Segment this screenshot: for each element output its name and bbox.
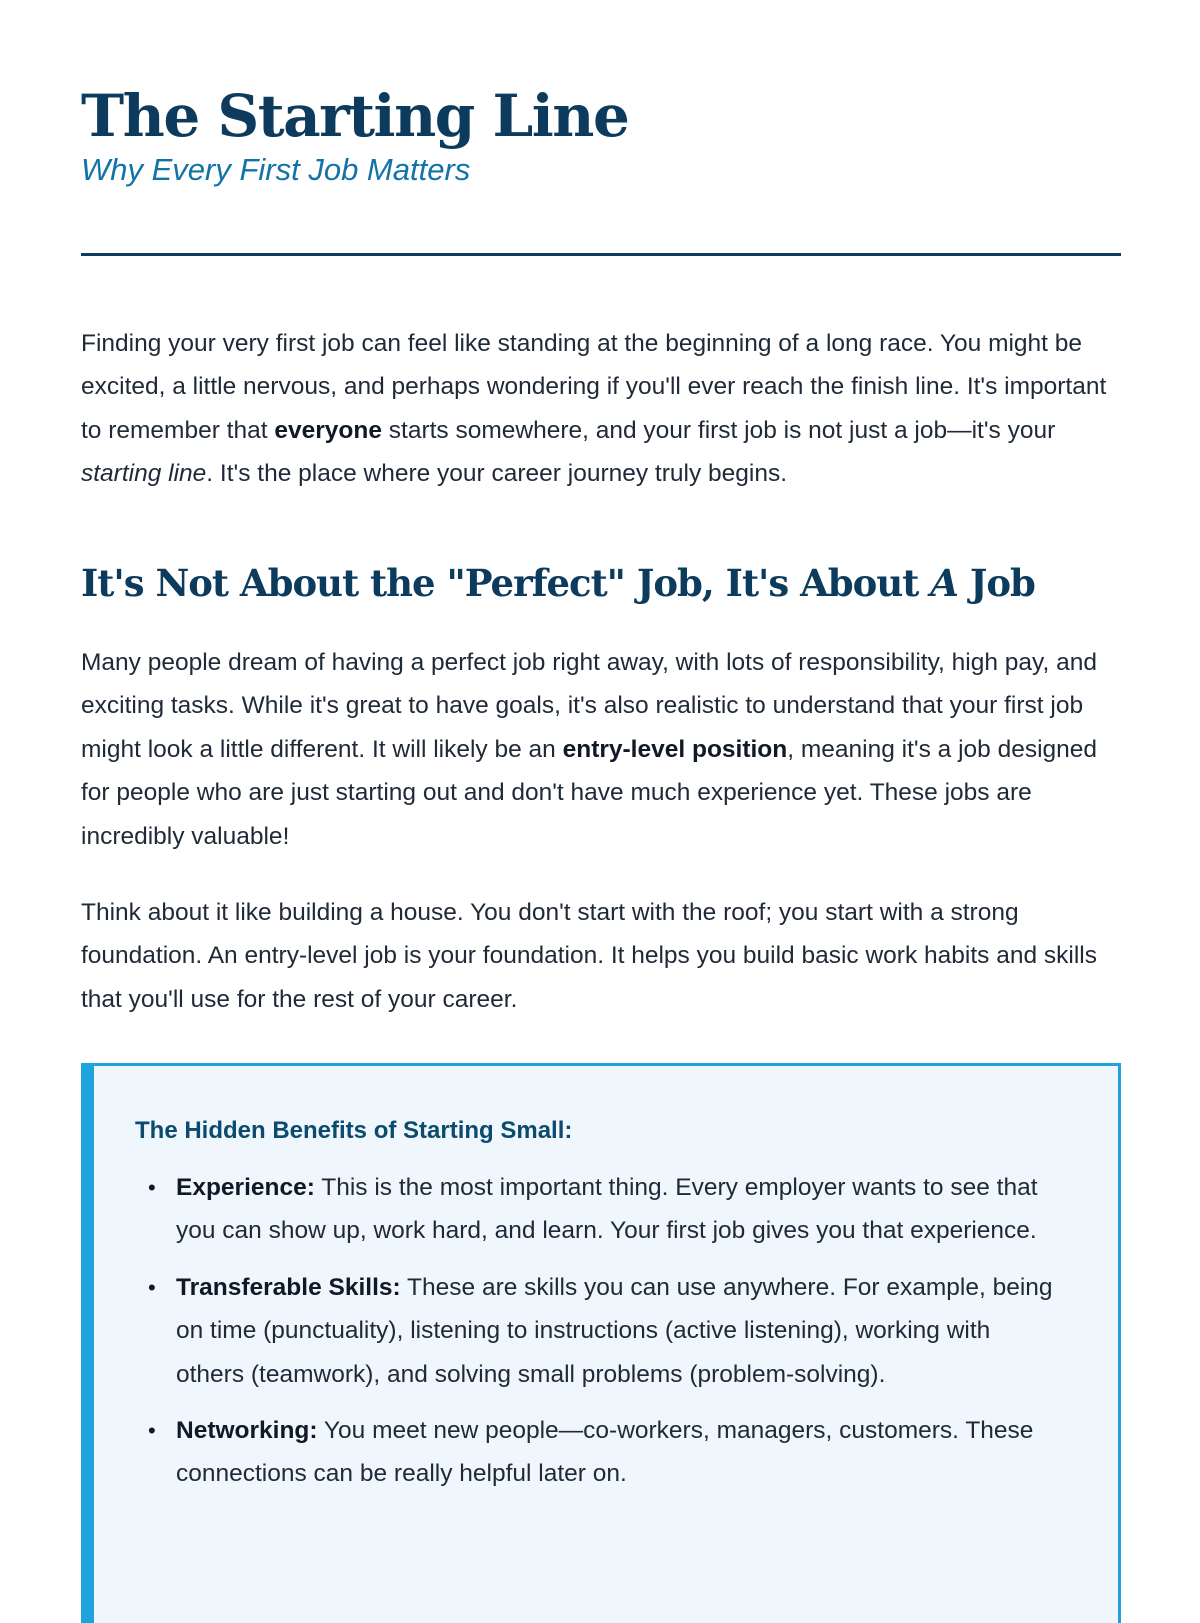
section-paragraph-1-bold: entry-level position — [562, 735, 788, 763]
page-title: The Starting Line — [81, 82, 629, 150]
benefits-callout — [81, 1063, 1121, 1623]
intro-text-3: . It's the place where your career journey truly begins. — [206, 460, 788, 488]
bullet-icon: • — [148, 1175, 156, 1200]
bullet-icon: • — [148, 1274, 156, 1300]
benefit-label: Experience: — [176, 1174, 315, 1201]
section-paragraph-1 — [81, 641, 1121, 858]
section-paragraph-2: Think about it like building a house. You don't start with the roof; you start with a strong foundation. An entry-level job is your foundation. It helps you build basic work habits and skills that you'll use for the rest of your career. — [81, 899, 1097, 1013]
benefit-text: These are skills you can use anywhere. For example, being on time (punctuality), listening to instructions (active listening), working with others (teamwork), and solving small problems (problem-solving). — [176, 1273, 1053, 1388]
page-subtitle: Why Every First Job Matters — [81, 152, 471, 187]
intro-italic-starting-line: starting line — [81, 460, 207, 488]
callout-title: The Hidden Benefits of Starting Small: — [135, 1117, 573, 1144]
section-heading — [81, 558, 1035, 608]
header-divider — [81, 253, 1121, 256]
intro-paragraph — [81, 322, 1121, 496]
benefit-text: You meet new people—co-workers, managers, customers. These connections can be really helpful later on. — [176, 1417, 1034, 1488]
section-heading-italic: A — [930, 561, 958, 605]
benefits-list — [135, 1166, 1055, 1509]
intro-bold-everyone: everyone — [274, 416, 382, 444]
section-heading-end: Job — [957, 561, 1035, 605]
list-item — [135, 1266, 1055, 1396]
list-item — [135, 1166, 1055, 1253]
bullet-icon: • — [148, 1418, 156, 1444]
intro-text-2: starts somewhere, and your first job is not just a job—it's your — [381, 416, 1056, 444]
benefit-label: Networking: — [176, 1417, 318, 1445]
list-item — [135, 1409, 1055, 1496]
intro-text-1: Finding your very first job can feel like standing at the beginning of a long race. You might be excited, a little nervous, and perhaps wondering if you'll ever reach the finish line. It's important to remember that — [81, 330, 1107, 444]
benefit-label: Transferable Skills: — [176, 1273, 401, 1301]
section-paragraph-1-text-2: , meaning it's a job designed for people who are just starting out and don't have much experience yet. These jobs are incredibly valuable! — [81, 735, 1098, 850]
section-heading-main: It's Not About the "Perfect" Job, It's About — [81, 561, 931, 605]
benefit-text: This is the most important thing. Every employer wants to see that you can show up, work hard, and learn. Your first job gives you that experience. — [176, 1174, 1038, 1245]
section-paragraph-1-text-1: Many people dream of having a perfect job right away, with lots of responsibility, high pay, and exciting tasks. While it's great to have goals, it's also realistic to understand that your first job might look a little different. It will likely be an — [81, 649, 1097, 763]
